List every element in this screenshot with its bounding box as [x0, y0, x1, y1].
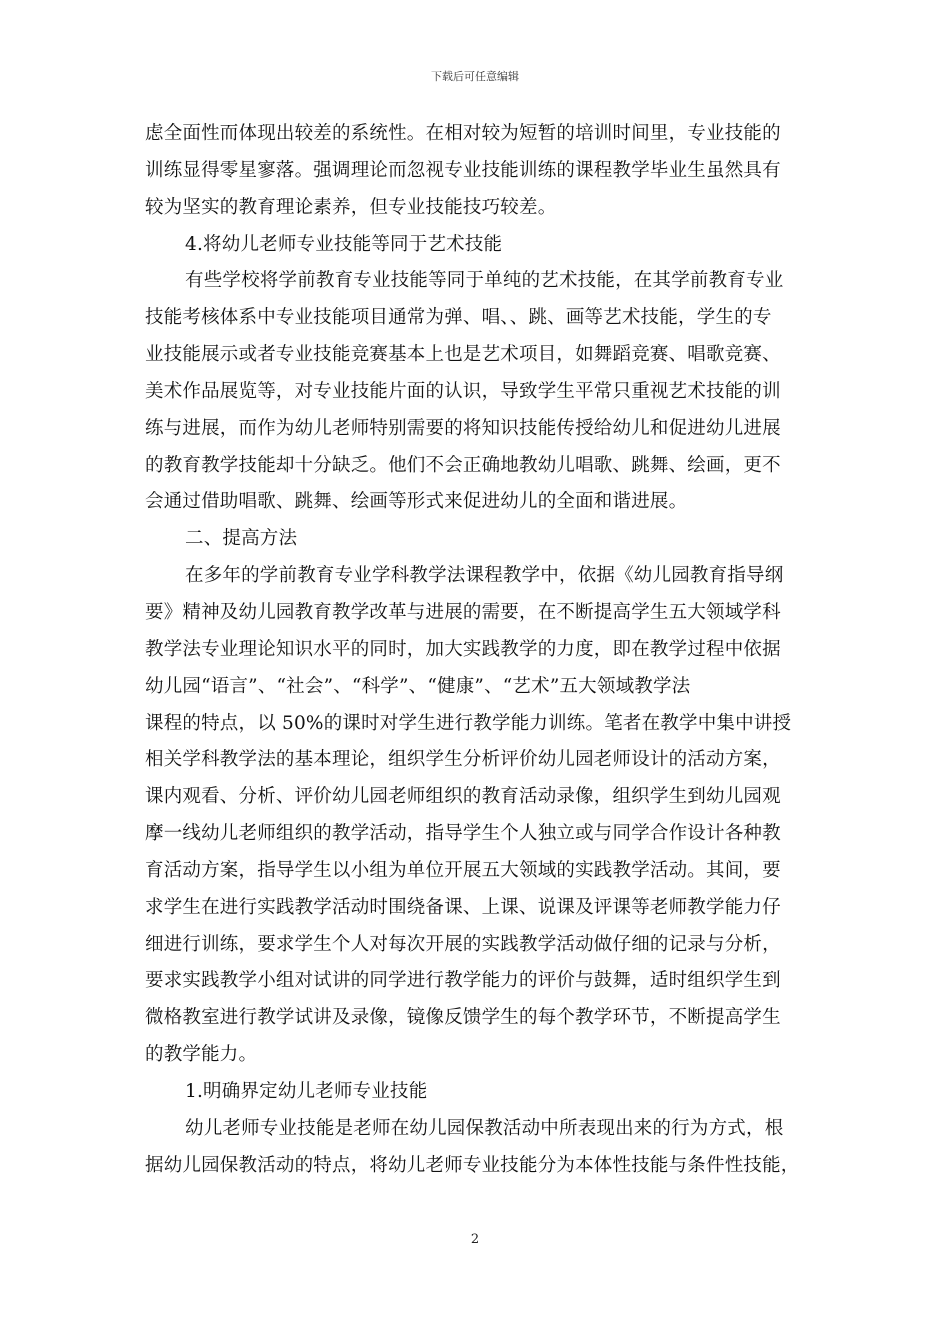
- text-line: 练与进展，而作为幼儿老师特别需要的将知识技能传授给幼儿和促进幼儿进展: [145, 417, 781, 439]
- section-heading: 4.将幼儿老师专业技能等同于艺术技能: [185, 233, 503, 255]
- text-line: 有些学校将学前教育专业技能等同于单纯的艺术技能，在其学前教育专业: [185, 270, 784, 292]
- text-line: 会通过借助唱歌、跳舞、绘画等形式来促进幼儿的全面和谐进展。: [145, 491, 688, 513]
- text-line: 幼儿园“语言”、“社会”、“科学”、“健康”、“艺术”五大领域教学法: [145, 675, 691, 697]
- page-number: 2: [470, 1232, 480, 1247]
- page-header: 下载后可任意编辑: [431, 70, 519, 83]
- section-heading: 1.明确界定幼儿老师专业技能: [185, 1080, 428, 1102]
- text-line: 相关学科教学法的基本理论，组织学生分析评价幼儿园老师设计的活动方案，: [145, 749, 781, 771]
- text-line: 课程的特点，以 50%的课时对学生进行教学能力训练。笔者在教学中集中讲授: [145, 712, 792, 734]
- text-line: 训练显得零星寥落。强调理论而忽视专业技能训练的课程教学毕业生虽然具有: [145, 159, 781, 181]
- text-line: 细进行训练，要求学生个人对每次开展的实践教学活动做仔细的记录与分析，: [145, 933, 781, 955]
- text-line: 要》精神及幼儿园教育教学改革与进展的需要，在不断提高学生五大领域学科: [145, 601, 781, 623]
- text-line: 课内观看、分析、评价幼儿园老师组织的教育活动录像，组织学生到幼儿园观: [145, 786, 781, 808]
- text-line: 技能考核体系中专业技能项目通常为弹、唱、、跳、画等艺术技能，学生的专: [145, 307, 772, 329]
- text-line: 业技能展示或者专业技能竞赛基本上也是艺术项目，如舞蹈竞赛、唱歌竞赛、: [145, 344, 781, 366]
- text-line: 幼儿老师专业技能是老师在幼儿园保教活动中所表现出来的行为方式，根: [185, 1117, 784, 1139]
- text-line: 教学法专业理论知识水平的同时，加大实践教学的力度，即在教学过程中依据: [145, 638, 781, 660]
- text-line: 要求实践教学小组对试讲的同学进行教学能力的评价与鼓舞，适时组织学生到: [145, 970, 781, 992]
- section-heading: 二、提高方法: [185, 528, 298, 550]
- text-line: 较为坚实的教育理论素养，但专业技能技巧较差。: [145, 196, 557, 218]
- body-text: [145, 116, 810, 1184]
- text-line: 据幼儿园保教活动的特点，将幼儿老师专业技能分为本体性技能与条件性技能，: [145, 1154, 800, 1176]
- text-line: 在多年的学前教育专业学科教学法课程教学中，依据《幼儿园教育指导纲: [185, 565, 784, 587]
- text-line: 求学生在进行实践教学活动时围绕备课、上课、说课及评课等老师教学能力仔: [145, 896, 781, 918]
- text-line: 虑全面性而体现出较差的系统性。在相对较为短暂的培训时间里，专业技能的: [145, 123, 781, 144]
- text-line: 育活动方案，指导学生以小组为单位开展五大领域的实践教学活动。其间，要: [145, 859, 781, 881]
- text-line: 的教学能力。: [145, 1044, 258, 1066]
- text-line: 摩一线幼儿老师组织的教学活动，指导学生个人独立或与同学合作设计各种教: [145, 823, 781, 845]
- text-line: 美术作品展览等，对专业技能片面的认识，导致学生平常只重视艺术技能的训: [145, 380, 781, 402]
- text-line: 微格教室进行教学试讲及录像，镜像反馈学生的每个教学环节，不断提高学生: [145, 1007, 781, 1029]
- text-line: 的教育教学技能却十分缺乏。他们不会正确地教幼儿唱歌、跳舞、绘画，更不: [145, 454, 781, 476]
